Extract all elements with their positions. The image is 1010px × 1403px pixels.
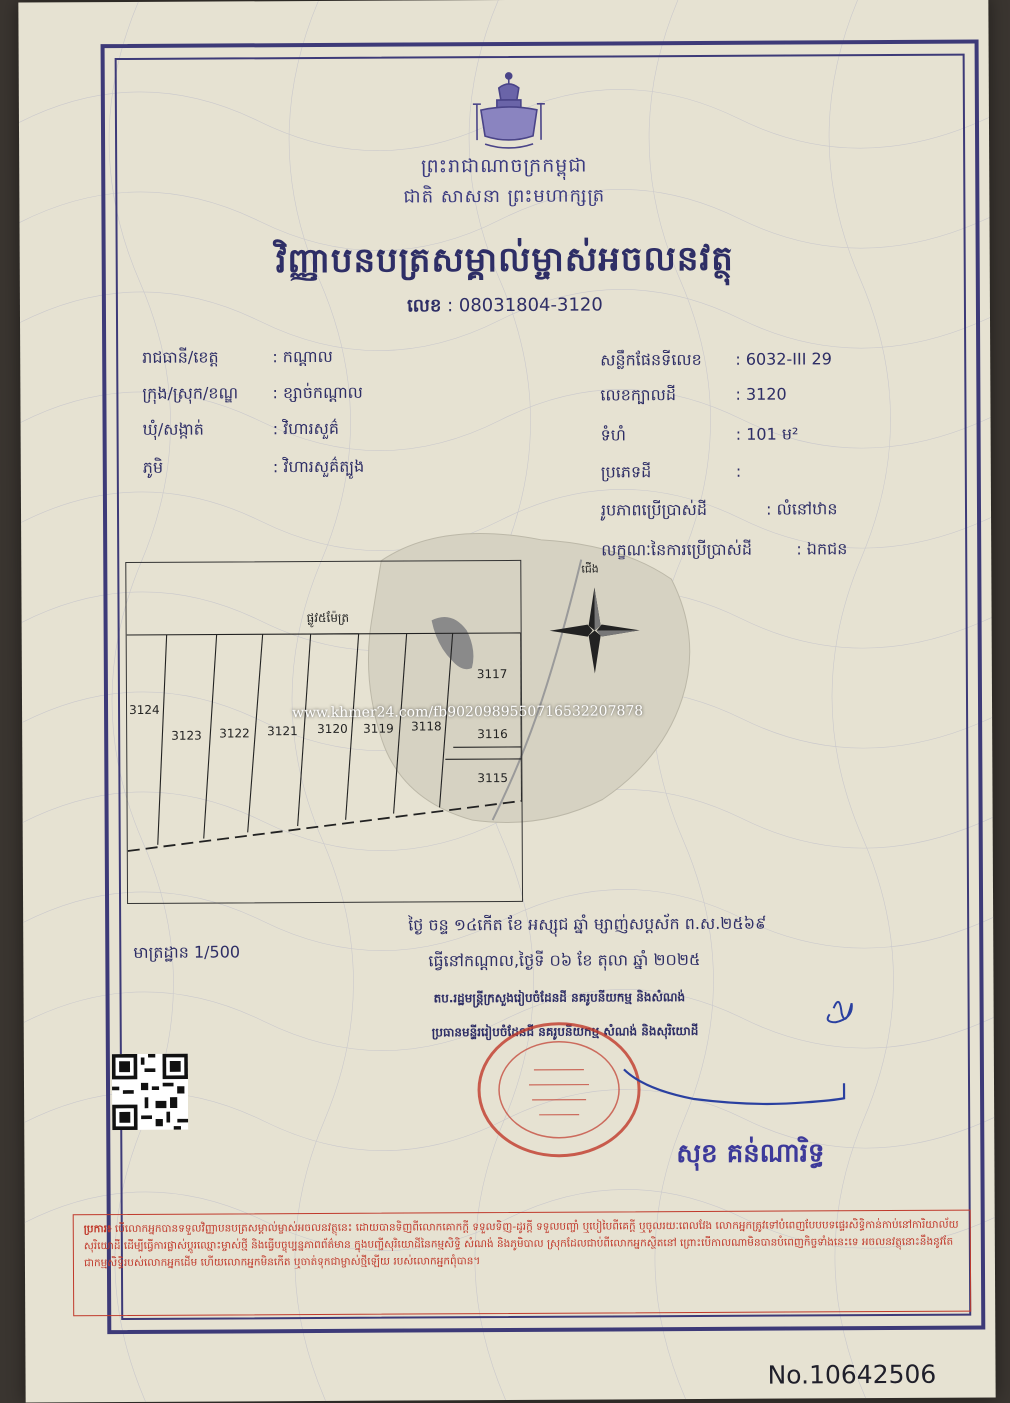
scale-label: មាត្រដ្ឋាន <box>133 943 189 962</box>
field-land-use <box>601 498 838 523</box>
signature-mark <box>604 988 865 1119</box>
legal-notice <box>73 1210 972 1317</box>
watermark-text: www.khmer24.com/fb9020989550716532207878 <box>292 703 643 721</box>
field-parcel-number <box>600 384 786 409</box>
compass-icon <box>547 585 641 675</box>
plot-label: 3116 <box>477 727 508 741</box>
field-label: លេខក្បាលដី <box>600 384 730 409</box>
field-area <box>601 423 799 448</box>
field-label: ប្រភេទដី <box>601 461 731 486</box>
scale-value: 1/500 <box>194 942 240 961</box>
plot-label: 3119 <box>363 722 394 736</box>
certificate-title: វិញ្ញាបនបត្រសម្គាល់ម្ចាស់អចលនវត្ថុ <box>20 235 990 290</box>
field-value: : លំនៅឋាន <box>766 499 838 518</box>
field-province <box>142 346 333 371</box>
signatory-name: សុខ គន់ណារិទ្ធ <box>676 1136 824 1175</box>
field-label: សន្លឹកផែនទីលេខ <box>600 349 730 374</box>
serial-number: No.10642506 <box>767 1360 936 1390</box>
certificate-paper <box>18 0 995 1403</box>
field-value: : 3120 <box>735 385 786 404</box>
issue-date: ធ្វើនៅកណ្ដាល,ថ្ងៃទី ០៦ ខែ តុលា ឆ្នាំ ២០២៥ <box>428 949 700 974</box>
plot-label: 3118 <box>411 719 442 733</box>
plot-label: 3115 <box>477 771 508 785</box>
field-label: រាជធានី/ខេត្ត <box>142 346 267 371</box>
field-value: : ឯកជន <box>796 539 847 558</box>
north-label: ជើង <box>581 563 599 579</box>
road-label: ផ្លូវ៥ម៉ែត្រ <box>307 610 350 628</box>
lunar-date: ថ្ងៃ ចន្ទ ១៤កើត ខែ អស្សុជ ឆ្នាំ ម្សាញ់សប្តស័ក ព.ស.២៥៦៩ <box>408 913 766 939</box>
field-use-nature <box>601 538 847 563</box>
kingdom-heading: ព្រះរាជាណាចក្រកម្ពុជា <box>19 151 989 184</box>
motto-heading: ជាតិ សាសនា ព្រះមហាក្សត្រ <box>19 181 989 213</box>
field-label: ឃុំ/សង្កាត់ <box>143 418 268 443</box>
field-label: រូបភាពប្រើប្រាស់ដី <box>601 499 761 524</box>
field-label: ភូមិ <box>143 456 268 481</box>
plot-label: 3122 <box>219 726 250 740</box>
field-value: : វិហារសួគ៌ត្បូង <box>273 457 365 476</box>
field-label: ទំហំ <box>601 424 731 449</box>
field-land-type <box>601 461 742 486</box>
field-value: : វិហារសួគ៌ <box>273 419 339 438</box>
number-label: លេខ <box>407 295 441 316</box>
field-label: លក្ខណៈនៃការប្រើប្រាស់ដី <box>601 539 791 564</box>
certificate-number <box>20 290 990 322</box>
signatory-title-2: ប្រធានមន្ទីររៀបចំដែនដី នគរូបនីយកម្ម សំណង់ និងសុរិយោដី <box>432 1023 699 1042</box>
field-district <box>142 382 363 407</box>
field-label: ក្រុង/ស្រុក/ខណ្ឌ <box>142 382 267 407</box>
signatory-title-1: តប.រដ្ឋមន្ត្រីក្រសួងរៀបចំដែនដី នគរូបនីយកម្ម និងសំណង់ <box>434 989 686 1008</box>
plot-label: 3123 <box>171 729 202 743</box>
royal-emblem-icon <box>471 70 547 152</box>
field-value: : ខ្សាច់កណ្ដាល <box>272 383 363 402</box>
field-commune <box>143 418 340 443</box>
number-value: : 08031804-3120 <box>447 294 603 316</box>
field-village <box>143 456 365 481</box>
plot-label: 3117 <box>477 667 508 681</box>
plot-label: 3120 <box>317 722 348 736</box>
notice-label: ប្រការ៖ <box>84 1223 112 1235</box>
field-value: : <box>736 462 741 481</box>
qr-code-icon[interactable] <box>112 1054 188 1130</box>
notice-text: បើលោកអ្នកបានទទួលវិញ្ញាបនបត្រសម្គាល់ម្ចាស់អចលនវត្ថុនេះ ដោយបានទិញពីលោកគោកក្ដី ទទួលទិញ-ដូរក្ដី ទទួលបញ្ចាំ ឬបៀបៃពីគេក្ដី ឬចូលរយៈពេលវែង លោកអ្នកត្រូវទៅបំពេញបែបបទផ្ទេរសិទ្ធិកាន់កាប់នៅការិយាល័យសុរិយោដី ដើម្បីធ្វើការផ្លាស់ប្ដូរឈ្មោះម្ចាស់ថ្មី និងធ្វើបច្ចុប្បន្នភាពព័ត៌មាន ក្នុងបញ្ជីសុរិយោដីនៃកម្មសិទ្ធិ សំណង់ និងភូមិបាល ស្រុកដែលជាប់ពីលោកអ្នកស្ថិតនៅ ព្រោះបើកាលណាមិនបានបំពេញកិច្ចទាំងនេះទេ អចលនវត្ថុនោះនឹងនូវតែជាកម្មសិទ្ធិរបស់លោកអ្នកដើម ហើយលោកអ្នកមិនកើត ឬចាត់ទុកជាម្ចាស់ថ្មីឡើយ របស់លោកអ្នកពុំបាន។ <box>84 1219 959 1270</box>
map-scale <box>133 941 240 966</box>
field-map-sheet <box>600 348 832 373</box>
field-value: : 101 ម² <box>736 424 799 443</box>
plot-label: 3124 <box>129 703 160 717</box>
field-value: : 6032-III 29 <box>735 349 832 369</box>
field-value: : កណ្ដាល <box>272 347 333 366</box>
plot-label: 3121 <box>267 724 298 738</box>
parcel-map <box>125 560 523 904</box>
